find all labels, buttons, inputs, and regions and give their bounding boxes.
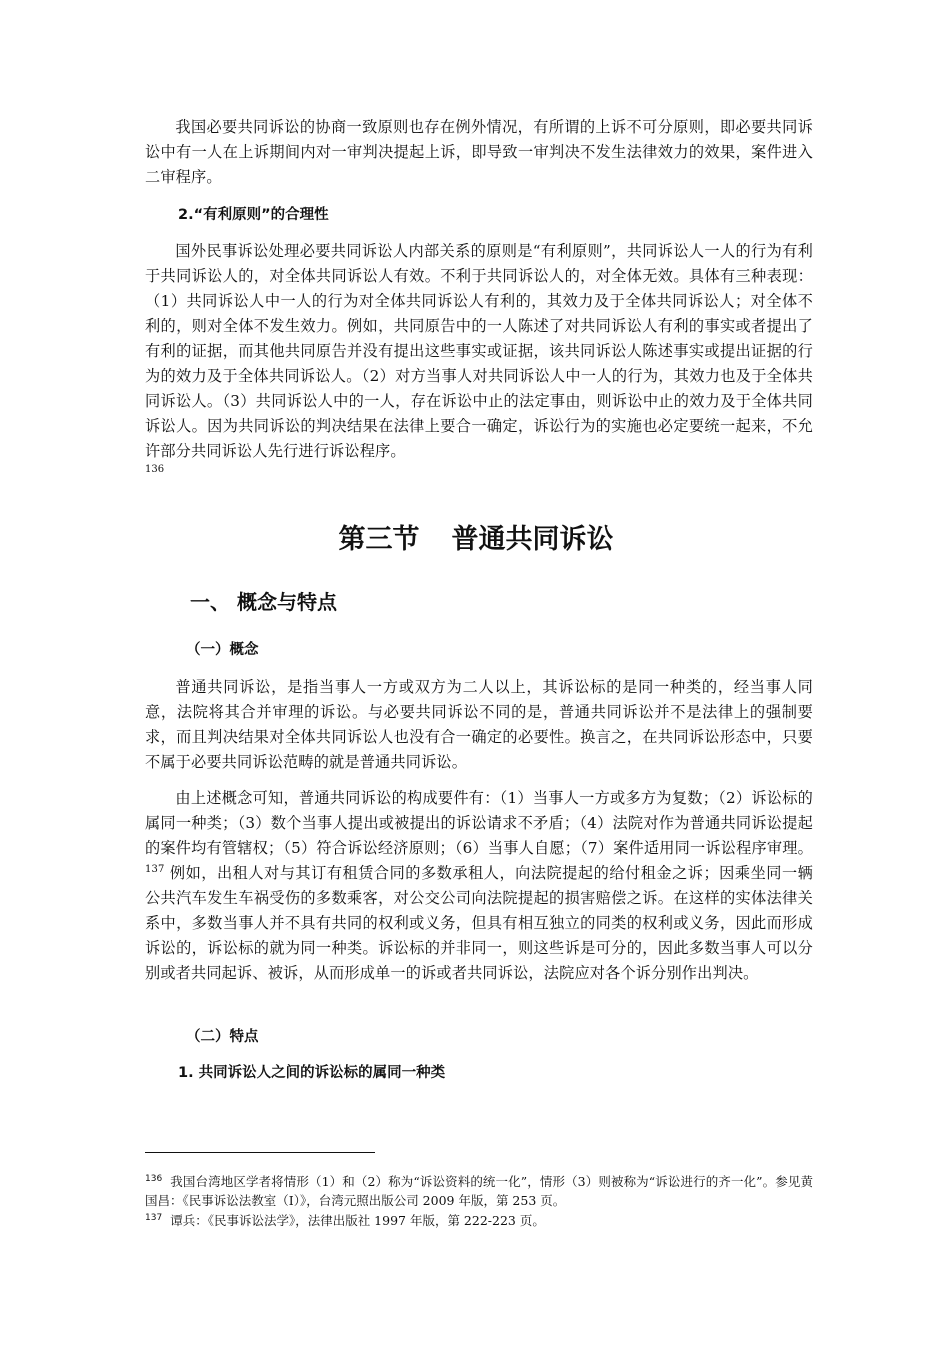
- footnote-text: 我国台湾地区学者将情形（1）和（2）称为“诉讼资料的统一化”，情形（3）则被称为“诉讼进行的齐一化”。参见黄国昌：《民事诉讼法教室（I）》，台湾元照出版公司 2009 年版，第 253 页。: [145, 1174, 813, 1208]
- paragraph-text: 由上述概念可知，普通共同诉讼的构成要件有：（1）当事人一方或多方为复数；（2）诉讼标的属同一种类；（3）数个当事人提出或被提出的诉讼请求不矛盾；（4）法院对作为普通共同诉讼提起的案件均有管辖权；（5）符合诉讼经济原则；（6）当事人自愿；（7）案件适用同一诉讼程序审理。: [145, 789, 813, 857]
- paragraph-appeal-exception: [145, 115, 813, 190]
- footnote-ref-137: 137: [145, 863, 165, 875]
- heading-concept-and-features: 一、 概念与特点: [190, 590, 337, 614]
- paragraph-text: 国外民事诉讼处理必要共同诉讼人内部关系的原则是“有利原则”，共同诉讼人一人的行为有利于共同诉讼人的，对全体共同诉讼人有效。不利于共同诉讼人的，对全体无效。具体有三种表现：（1）共同诉讼人中一人的行为对全体共同诉讼人有利的，其效力及于全体共同诉讼人；对全体不利的，则对全体不发生效力。例如，共同原告中的一人陈述了对共同诉讼人有利的事实或者提出了有利的证据，而其他共同原告并没有提出这些事实或证据，该共同诉讼人陈述事实或提出证据的行为的效力及于全体共同诉讼人。（2）对方当事人对共同诉讼人中一人的行为，其效力也及于全体共同诉讼人。（3）共同诉讼人中的一人，存在诉讼中止的法定事由，则诉讼中止的效力及于全体共同诉讼人。因为共同诉讼的判决结果在法律上要合一确定，诉讼行为的实施也必定要统一起来，不允许部分共同诉讼人先行进行诉讼程序。: [145, 242, 813, 460]
- footnote-divider: [145, 1152, 375, 1153]
- subheading-concept: （一）概念: [186, 642, 259, 658]
- footnote-number: 136: [145, 1173, 163, 1184]
- paragraph-text: 我国必要共同诉讼的协商一致原则也存在例外情况，有所谓的上诉不可分原则，即必要共同诉讼中有一人在上诉期间内对一审判决提起上诉，即导致一审判决不发生法律效力的效果，案件进入二审程序。: [145, 118, 813, 186]
- section-title: [0, 520, 952, 560]
- footnote-137: [145, 1211, 813, 1230]
- subheading-features: （二）特点: [186, 1029, 259, 1045]
- subheading-favorable-principle: 2.“有利原则”的合理性: [178, 207, 329, 223]
- footnote-136: [145, 1172, 813, 1210]
- footnote-text: 谭兵：《民事诉讼法学》，法律出版社 1997 年版，第 222-223 页。: [170, 1213, 545, 1228]
- subheading-feature-1: 1. 共同诉讼人之间的诉讼标的属同一种类: [178, 1065, 446, 1081]
- section-number: 第三节: [338, 524, 420, 555]
- footnote-ref-136: 136: [145, 464, 165, 475]
- paragraph-favorable-principle: [145, 239, 813, 464]
- paragraph-requirements: [145, 786, 813, 986]
- section-name: 普通共同诉讼: [451, 524, 614, 555]
- paragraph-text-continued: 例如，出租人对与其订有租赁合同的多数承租人，向法院提起的给付租金之诉；因乘坐同一辆公共汽车发生车祸受伤的多数乘客，对公交公司向法院提起的损害赔偿之诉。在这样的实体法律关系中，多数当事人并不具有共同的权利或义务，但具有相互独立的同类的权利或义务，因此而形成诉讼的，诉讼标的就为同一种类。诉讼标的并非同一，则这些诉是可分的，因此多数当事人可以分别或者共同起诉、被诉，从而形成单一的诉或者共同诉讼，法院应对各个诉分别作出判决。: [145, 864, 813, 982]
- paragraph-concept: [145, 675, 813, 775]
- paragraph-text: 普通共同诉讼，是指当事人一方或双方为二人以上，其诉讼标的是同一种类的，经当事人同意，法院将其合并审理的诉讼。与必要共同诉讼不同的是，普通共同诉讼并不是法律上的强制要求，而且判决结果对全体共同诉讼人也没有合一确定的必要性。换言之，在共同诉讼形态中，只要不属于必要共同诉讼范畴的就是普通共同诉讼。: [145, 678, 813, 771]
- footnote-number: 137: [145, 1212, 163, 1223]
